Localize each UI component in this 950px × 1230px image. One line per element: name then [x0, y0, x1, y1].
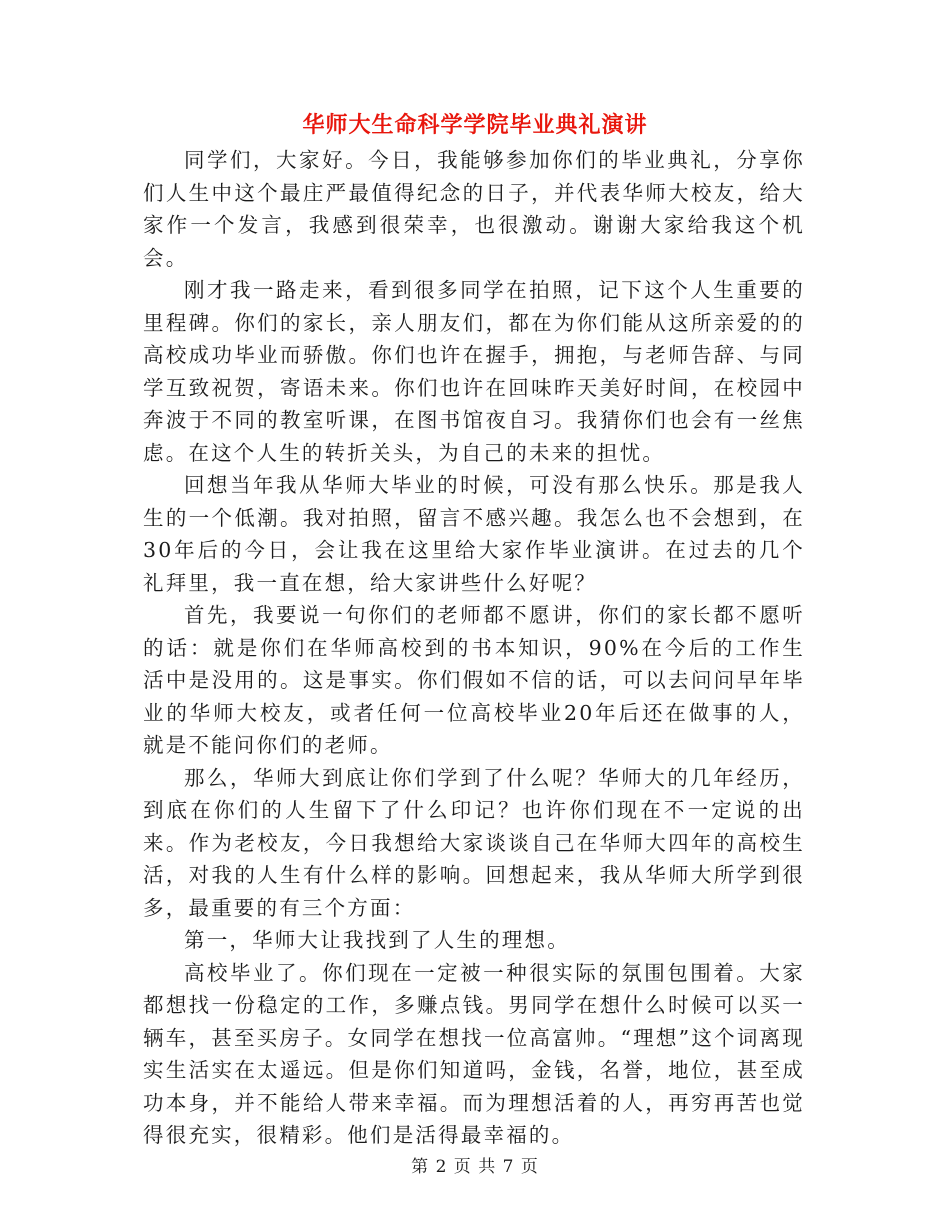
paragraph: 同学们，大家好。今日，我能够参加你们的毕业典礼，分享你们人生中这个最庄严最值得纪念的日子，并代表华师大校友，给大家作一个发言，我感到很荣幸，也很激动。谢谢大家给我这个机会。: [143, 148, 805, 270]
document-body: [143, 144, 805, 1152]
paragraph: 回想当年我从华师大毕业的时候，可没有那么快乐。那是我人生的一个低潮。我对拍照，留言不感兴趣。我怎么也不会想到，在30年后的今日，会让我在这里给大家作毕业演讲。在过去的几个礼拜里，我一直在想，给大家讲些什么好呢？: [143, 473, 805, 595]
paragraph: 首先，我要说一句你们的老师都不愿讲，你们的家长都不愿听的话：就是你们在华师高校到的书本知识，90%在今后的工作生活中是没用的。这是事实。你们假如不信的话，可以去问问早年毕业的华师大校友，或者任何一位高校毕业20年后还在做事的人，就是不能问你们的老师。: [143, 603, 805, 757]
section-heading: 第一，华师大让我找到了人生的理想。: [184, 928, 570, 952]
paragraph: 高校毕业了。你们现在一定被一种很实际的氛围包围着。大家都想找一份稳定的工作，多赚点钱。男同学在想什么时候可以买一辆车，甚至买房子。女同学在想找一位高富帅。“理想”这个词离现实生活实在太遥远。但是你们知道吗，金钱，名誉，地位，甚至成功本身，并不能给人带来幸福。而为理想活着的人，再穷再苦也觉得很充实，很精彩。他们是活得最幸福的。: [143, 960, 805, 1147]
page-footer: 第 2 页 共 7 页: [411, 1157, 539, 1177]
paragraph: 刚才我一路走来，看到很多同学在拍照，记下这个人生重要的里程碑。你们的家长，亲人朋友们，都在为你们能从这所亲爱的的高校成功毕业而骄傲。你们也许在握手，拥抱，与老师告辞、与同学互致祝贺，寄语未来。你们也许在回味昨天美好时间，在校园中奔波于不同的教室听课，在图书馆夜自习。我猜你们也会有一丝焦虑。在这个人生的转折关头，为自己的未来的担忧。: [143, 278, 805, 465]
document-title: 华师大生命科学学院毕业典礼演讲: [302, 112, 648, 138]
paragraph: 那么，华师大到底让你们学到了什么呢？华师大的几年经历，到底在你们的人生留下了什么印记？也许你们现在不一定说的出来。作为老校友，今日我想给大家谈谈自己在华师大四年的高校生活，对我的人生有什么样的影响。回想起来，我从华师大所学到很多，最重要的有三个方面：: [143, 765, 805, 920]
